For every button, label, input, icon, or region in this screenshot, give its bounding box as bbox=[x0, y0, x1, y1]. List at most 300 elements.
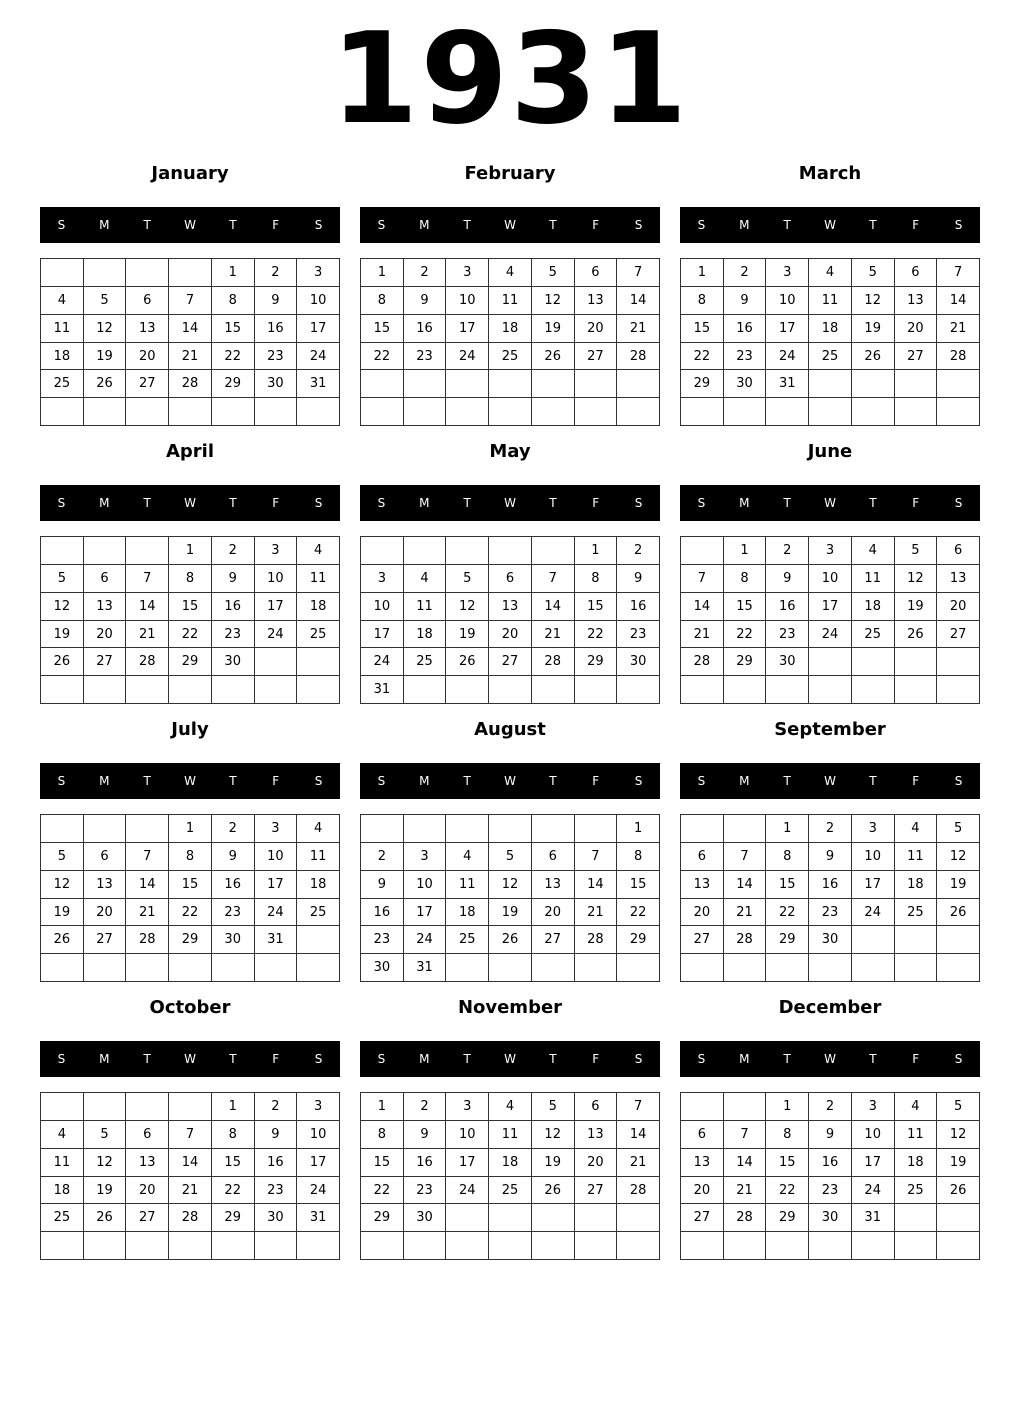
day-cell: 8 bbox=[766, 843, 809, 871]
day-cell: 10 bbox=[446, 1121, 489, 1149]
weekday-header bbox=[680, 763, 980, 799]
weekday-label: S bbox=[377, 496, 386, 510]
day-cell: 13 bbox=[937, 565, 980, 593]
weekday-label: W bbox=[184, 1052, 196, 1066]
weekday-label: S bbox=[314, 496, 323, 510]
day-cell: 17 bbox=[297, 1149, 340, 1177]
day-cell: 4 bbox=[41, 1121, 84, 1149]
day-cell: 7 bbox=[169, 287, 212, 315]
empty-day-cell bbox=[724, 1232, 767, 1260]
day-cell: 9 bbox=[809, 1121, 852, 1149]
weekday-header bbox=[360, 485, 660, 521]
day-cell: 28 bbox=[724, 1204, 767, 1232]
day-cell: 31 bbox=[297, 370, 340, 398]
day-cell: 14 bbox=[575, 871, 618, 899]
month-name: April bbox=[165, 441, 215, 462]
day-cell: 24 bbox=[852, 899, 895, 927]
empty-day-cell bbox=[297, 1232, 340, 1260]
day-cell: 29 bbox=[766, 926, 809, 954]
empty-day-cell bbox=[895, 676, 938, 704]
weekday-label: W bbox=[824, 1052, 836, 1066]
empty-day-cell bbox=[489, 676, 532, 704]
weekday-label: S bbox=[314, 218, 323, 232]
day-cell: 19 bbox=[41, 621, 84, 649]
day-cell: 15 bbox=[681, 315, 724, 343]
day-cell: 2 bbox=[255, 259, 298, 287]
month-name: August bbox=[474, 719, 546, 740]
empty-day-cell bbox=[446, 398, 489, 426]
day-cell: 1 bbox=[681, 259, 724, 287]
weekday-label: T bbox=[229, 1052, 237, 1066]
weekday-label: T bbox=[549, 218, 557, 232]
day-cell: 28 bbox=[575, 926, 618, 954]
day-cell: 4 bbox=[404, 565, 447, 593]
empty-day-cell bbox=[617, 954, 660, 982]
day-cell: 15 bbox=[617, 871, 660, 899]
day-cell: 21 bbox=[126, 899, 169, 927]
day-cell: 21 bbox=[724, 899, 767, 927]
day-cell: 22 bbox=[681, 343, 724, 371]
empty-day-cell bbox=[446, 1232, 489, 1260]
day-cell: 19 bbox=[937, 871, 980, 899]
empty-day-cell bbox=[126, 537, 169, 565]
day-cell: 16 bbox=[212, 871, 255, 899]
day-cell: 20 bbox=[126, 1177, 169, 1205]
day-cell: 29 bbox=[766, 1204, 809, 1232]
day-cell: 6 bbox=[126, 287, 169, 315]
day-cell: 30 bbox=[212, 926, 255, 954]
day-cell: 12 bbox=[489, 871, 532, 899]
empty-day-cell bbox=[169, 259, 212, 287]
weekday-label: W bbox=[504, 1052, 516, 1066]
month-december bbox=[680, 994, 980, 1260]
day-cell: 9 bbox=[212, 565, 255, 593]
day-cell: 27 bbox=[532, 926, 575, 954]
empty-day-cell bbox=[532, 398, 575, 426]
empty-day-cell bbox=[297, 648, 340, 676]
day-cell: 31 bbox=[361, 676, 404, 704]
day-cell: 15 bbox=[212, 1149, 255, 1177]
day-cell: 5 bbox=[937, 815, 980, 843]
day-cell: 16 bbox=[766, 593, 809, 621]
day-cell: 22 bbox=[361, 1177, 404, 1205]
day-cell: 4 bbox=[446, 843, 489, 871]
empty-day-cell bbox=[297, 926, 340, 954]
day-cell: 2 bbox=[404, 259, 447, 287]
day-cell: 3 bbox=[446, 1093, 489, 1121]
day-cell: 20 bbox=[126, 343, 169, 371]
weekday-label: W bbox=[824, 774, 836, 788]
day-cell: 8 bbox=[766, 1121, 809, 1149]
empty-day-cell bbox=[937, 926, 980, 954]
day-cell: 25 bbox=[404, 648, 447, 676]
weekday-label: S bbox=[314, 1052, 323, 1066]
day-cell: 18 bbox=[41, 1177, 84, 1205]
day-cell: 25 bbox=[895, 1177, 938, 1205]
day-cell: 5 bbox=[895, 537, 938, 565]
day-cell: 26 bbox=[532, 343, 575, 371]
empty-day-cell bbox=[126, 259, 169, 287]
weekday-label: T bbox=[143, 1052, 151, 1066]
day-cell: 17 bbox=[255, 593, 298, 621]
weekday-label: T bbox=[549, 774, 557, 788]
day-cell: 29 bbox=[169, 648, 212, 676]
day-cell: 2 bbox=[361, 843, 404, 871]
day-cell: 11 bbox=[809, 287, 852, 315]
day-cell: 15 bbox=[766, 1149, 809, 1177]
day-cell: 6 bbox=[681, 1121, 724, 1149]
weekday-label: M bbox=[419, 496, 430, 510]
weekday-label: F bbox=[272, 1052, 280, 1066]
empty-day-cell bbox=[937, 1204, 980, 1232]
day-cell: 4 bbox=[895, 1093, 938, 1121]
day-cell: 22 bbox=[212, 343, 255, 371]
day-cell: 25 bbox=[446, 926, 489, 954]
day-cell: 13 bbox=[126, 1149, 169, 1177]
empty-day-cell bbox=[361, 815, 404, 843]
day-cell: 17 bbox=[852, 1149, 895, 1177]
day-cell: 16 bbox=[404, 315, 447, 343]
day-cell: 17 bbox=[446, 1149, 489, 1177]
month-april bbox=[40, 438, 340, 704]
day-cell: 27 bbox=[681, 1204, 724, 1232]
empty-day-cell bbox=[575, 398, 618, 426]
empty-day-cell bbox=[852, 1232, 895, 1260]
empty-day-cell bbox=[809, 954, 852, 982]
empty-day-cell bbox=[404, 537, 447, 565]
empty-day-cell bbox=[404, 676, 447, 704]
empty-day-cell bbox=[41, 259, 84, 287]
day-cell: 12 bbox=[41, 593, 84, 621]
empty-day-cell bbox=[937, 370, 980, 398]
day-cell: 1 bbox=[724, 537, 767, 565]
day-cell: 3 bbox=[255, 537, 298, 565]
day-cell: 26 bbox=[937, 1177, 980, 1205]
empty-day-cell bbox=[575, 815, 618, 843]
day-cell: 2 bbox=[809, 815, 852, 843]
empty-day-cell bbox=[895, 1204, 938, 1232]
day-cell: 1 bbox=[212, 1093, 255, 1121]
day-cell: 6 bbox=[84, 565, 127, 593]
day-cell: 15 bbox=[169, 871, 212, 899]
empty-day-cell bbox=[255, 676, 298, 704]
day-cell: 6 bbox=[937, 537, 980, 565]
day-cell: 23 bbox=[766, 621, 809, 649]
weekday-label: F bbox=[272, 774, 280, 788]
day-cell: 8 bbox=[361, 1121, 404, 1149]
empty-day-cell bbox=[852, 926, 895, 954]
day-cell: 15 bbox=[724, 593, 767, 621]
day-cell: 13 bbox=[84, 871, 127, 899]
day-cell: 1 bbox=[575, 537, 618, 565]
weekday-label: S bbox=[954, 218, 963, 232]
day-cell: 20 bbox=[681, 1177, 724, 1205]
empty-day-cell bbox=[489, 1204, 532, 1232]
day-cell: 14 bbox=[681, 593, 724, 621]
day-cell: 14 bbox=[724, 871, 767, 899]
month-name: February bbox=[464, 163, 556, 184]
empty-day-cell bbox=[766, 398, 809, 426]
day-cell: 6 bbox=[575, 1093, 618, 1121]
month-august bbox=[360, 716, 660, 982]
empty-day-cell bbox=[575, 1232, 618, 1260]
day-cell: 11 bbox=[41, 315, 84, 343]
empty-day-cell bbox=[489, 1232, 532, 1260]
day-cell: 9 bbox=[212, 843, 255, 871]
month-may bbox=[360, 438, 660, 704]
empty-day-cell bbox=[126, 676, 169, 704]
day-cell: 20 bbox=[575, 1149, 618, 1177]
weekday-label: S bbox=[57, 774, 66, 788]
day-cell: 20 bbox=[532, 899, 575, 927]
day-cell: 17 bbox=[446, 315, 489, 343]
day-cell: 11 bbox=[446, 871, 489, 899]
empty-day-cell bbox=[617, 1232, 660, 1260]
day-cell: 8 bbox=[212, 287, 255, 315]
month-name: October bbox=[149, 997, 231, 1018]
empty-day-cell bbox=[41, 398, 84, 426]
month-september bbox=[680, 716, 980, 982]
empty-day-cell bbox=[446, 1204, 489, 1232]
weekday-label: W bbox=[504, 496, 516, 510]
day-cell: 22 bbox=[212, 1177, 255, 1205]
day-grid bbox=[680, 1092, 980, 1260]
month-name: November bbox=[457, 997, 563, 1018]
day-cell: 21 bbox=[681, 621, 724, 649]
day-cell: 28 bbox=[617, 1177, 660, 1205]
day-cell: 4 bbox=[489, 1093, 532, 1121]
day-cell: 7 bbox=[169, 1121, 212, 1149]
day-cell: 4 bbox=[895, 815, 938, 843]
day-cell: 17 bbox=[404, 899, 447, 927]
empty-day-cell bbox=[169, 954, 212, 982]
empty-day-cell bbox=[724, 676, 767, 704]
weekday-label: S bbox=[57, 496, 66, 510]
day-cell: 29 bbox=[724, 648, 767, 676]
day-cell: 18 bbox=[297, 871, 340, 899]
day-cell: 22 bbox=[766, 899, 809, 927]
day-cell: 5 bbox=[532, 259, 575, 287]
weekday-label: S bbox=[954, 774, 963, 788]
weekday-label: S bbox=[697, 218, 706, 232]
empty-day-cell bbox=[169, 1093, 212, 1121]
empty-day-cell bbox=[169, 1232, 212, 1260]
weekday-label: W bbox=[184, 218, 196, 232]
day-cell: 20 bbox=[489, 621, 532, 649]
day-grid bbox=[680, 814, 980, 982]
day-cell: 24 bbox=[297, 1177, 340, 1205]
day-cell: 27 bbox=[126, 1204, 169, 1232]
empty-day-cell bbox=[681, 1093, 724, 1121]
day-cell: 12 bbox=[532, 1121, 575, 1149]
day-cell: 1 bbox=[766, 815, 809, 843]
day-cell: 15 bbox=[361, 315, 404, 343]
day-cell: 22 bbox=[724, 621, 767, 649]
day-cell: 3 bbox=[404, 843, 447, 871]
empty-day-cell bbox=[852, 398, 895, 426]
empty-day-cell bbox=[809, 1232, 852, 1260]
day-cell: 3 bbox=[852, 1093, 895, 1121]
empty-day-cell bbox=[681, 398, 724, 426]
day-cell: 26 bbox=[84, 370, 127, 398]
day-cell: 4 bbox=[489, 259, 532, 287]
day-cell: 12 bbox=[41, 871, 84, 899]
day-cell: 30 bbox=[212, 648, 255, 676]
month-february bbox=[360, 160, 660, 426]
day-cell: 18 bbox=[489, 315, 532, 343]
day-cell: 25 bbox=[852, 621, 895, 649]
day-cell: 24 bbox=[361, 648, 404, 676]
day-cell: 20 bbox=[937, 593, 980, 621]
day-cell: 3 bbox=[255, 815, 298, 843]
empty-day-cell bbox=[532, 370, 575, 398]
day-cell: 21 bbox=[169, 1177, 212, 1205]
day-cell: 18 bbox=[895, 871, 938, 899]
day-cell: 11 bbox=[852, 565, 895, 593]
day-cell: 22 bbox=[361, 343, 404, 371]
weekday-label: F bbox=[592, 218, 600, 232]
day-cell: 17 bbox=[361, 621, 404, 649]
months-grid bbox=[40, 160, 980, 1260]
day-cell: 10 bbox=[852, 1121, 895, 1149]
empty-day-cell bbox=[766, 954, 809, 982]
day-cell: 17 bbox=[255, 871, 298, 899]
day-cell: 19 bbox=[852, 315, 895, 343]
day-cell: 31 bbox=[297, 1204, 340, 1232]
empty-day-cell bbox=[895, 648, 938, 676]
day-cell: 20 bbox=[84, 899, 127, 927]
month-name: July bbox=[171, 719, 209, 740]
day-cell: 16 bbox=[404, 1149, 447, 1177]
weekday-label: S bbox=[634, 1052, 643, 1066]
weekday-label: T bbox=[869, 496, 877, 510]
day-cell: 28 bbox=[169, 370, 212, 398]
weekday-header bbox=[680, 207, 980, 243]
empty-day-cell bbox=[937, 398, 980, 426]
empty-day-cell bbox=[361, 370, 404, 398]
day-cell: 27 bbox=[681, 926, 724, 954]
day-cell: 16 bbox=[809, 1149, 852, 1177]
day-cell: 14 bbox=[169, 315, 212, 343]
day-cell: 6 bbox=[84, 843, 127, 871]
day-cell: 11 bbox=[297, 565, 340, 593]
day-cell: 7 bbox=[532, 565, 575, 593]
day-cell: 26 bbox=[852, 343, 895, 371]
empty-day-cell bbox=[126, 954, 169, 982]
weekday-label: S bbox=[57, 1052, 66, 1066]
empty-day-cell bbox=[297, 676, 340, 704]
weekday-header bbox=[360, 763, 660, 799]
day-cell: 21 bbox=[532, 621, 575, 649]
day-cell: 25 bbox=[809, 343, 852, 371]
day-cell: 16 bbox=[809, 871, 852, 899]
empty-day-cell bbox=[766, 676, 809, 704]
empty-day-cell bbox=[895, 398, 938, 426]
day-cell: 26 bbox=[895, 621, 938, 649]
empty-day-cell bbox=[361, 537, 404, 565]
day-cell: 6 bbox=[489, 565, 532, 593]
day-cell: 29 bbox=[617, 926, 660, 954]
day-cell: 14 bbox=[937, 287, 980, 315]
day-cell: 12 bbox=[84, 315, 127, 343]
day-cell: 18 bbox=[489, 1149, 532, 1177]
day-cell: 26 bbox=[489, 926, 532, 954]
day-cell: 12 bbox=[852, 287, 895, 315]
weekday-label: T bbox=[869, 1052, 877, 1066]
month-name: January bbox=[151, 163, 229, 184]
empty-day-cell bbox=[575, 676, 618, 704]
day-cell: 4 bbox=[297, 815, 340, 843]
day-cell: 19 bbox=[489, 899, 532, 927]
day-cell: 17 bbox=[297, 315, 340, 343]
empty-day-cell bbox=[532, 815, 575, 843]
day-cell: 3 bbox=[766, 259, 809, 287]
weekday-label: T bbox=[463, 774, 471, 788]
weekday-label: W bbox=[504, 774, 516, 788]
empty-day-cell bbox=[446, 676, 489, 704]
weekday-label: S bbox=[377, 774, 386, 788]
day-cell: 13 bbox=[895, 287, 938, 315]
weekday-label: S bbox=[377, 1052, 386, 1066]
day-cell: 19 bbox=[41, 899, 84, 927]
day-cell: 27 bbox=[895, 343, 938, 371]
day-grid bbox=[40, 814, 340, 982]
day-cell: 10 bbox=[809, 565, 852, 593]
day-cell: 13 bbox=[681, 871, 724, 899]
empty-day-cell bbox=[617, 398, 660, 426]
day-cell: 27 bbox=[575, 343, 618, 371]
empty-day-cell bbox=[84, 815, 127, 843]
day-cell: 6 bbox=[681, 843, 724, 871]
day-cell: 30 bbox=[617, 648, 660, 676]
empty-day-cell bbox=[575, 954, 618, 982]
empty-day-cell bbox=[404, 398, 447, 426]
day-cell: 6 bbox=[575, 259, 618, 287]
day-cell: 23 bbox=[212, 899, 255, 927]
day-cell: 9 bbox=[766, 565, 809, 593]
empty-day-cell bbox=[404, 815, 447, 843]
empty-day-cell bbox=[126, 398, 169, 426]
weekday-label: S bbox=[634, 774, 643, 788]
day-cell: 27 bbox=[489, 648, 532, 676]
weekday-label: F bbox=[272, 218, 280, 232]
empty-day-cell bbox=[895, 926, 938, 954]
weekday-label: S bbox=[634, 496, 643, 510]
day-cell: 24 bbox=[255, 899, 298, 927]
day-cell: 16 bbox=[361, 899, 404, 927]
empty-day-cell bbox=[575, 370, 618, 398]
weekday-label: T bbox=[783, 1052, 791, 1066]
day-cell: 22 bbox=[169, 899, 212, 927]
day-grid bbox=[360, 536, 660, 704]
empty-day-cell bbox=[41, 954, 84, 982]
day-cell: 2 bbox=[724, 259, 767, 287]
weekday-label: T bbox=[783, 218, 791, 232]
day-cell: 27 bbox=[937, 621, 980, 649]
empty-day-cell bbox=[446, 954, 489, 982]
weekday-label: M bbox=[739, 496, 750, 510]
day-cell: 10 bbox=[766, 287, 809, 315]
empty-day-cell bbox=[255, 1232, 298, 1260]
day-cell: 22 bbox=[766, 1177, 809, 1205]
day-cell: 23 bbox=[617, 621, 660, 649]
day-cell: 30 bbox=[809, 1204, 852, 1232]
day-cell: 21 bbox=[169, 343, 212, 371]
empty-day-cell bbox=[937, 954, 980, 982]
day-cell: 19 bbox=[895, 593, 938, 621]
month-name: March bbox=[798, 163, 862, 184]
weekday-label: T bbox=[463, 496, 471, 510]
